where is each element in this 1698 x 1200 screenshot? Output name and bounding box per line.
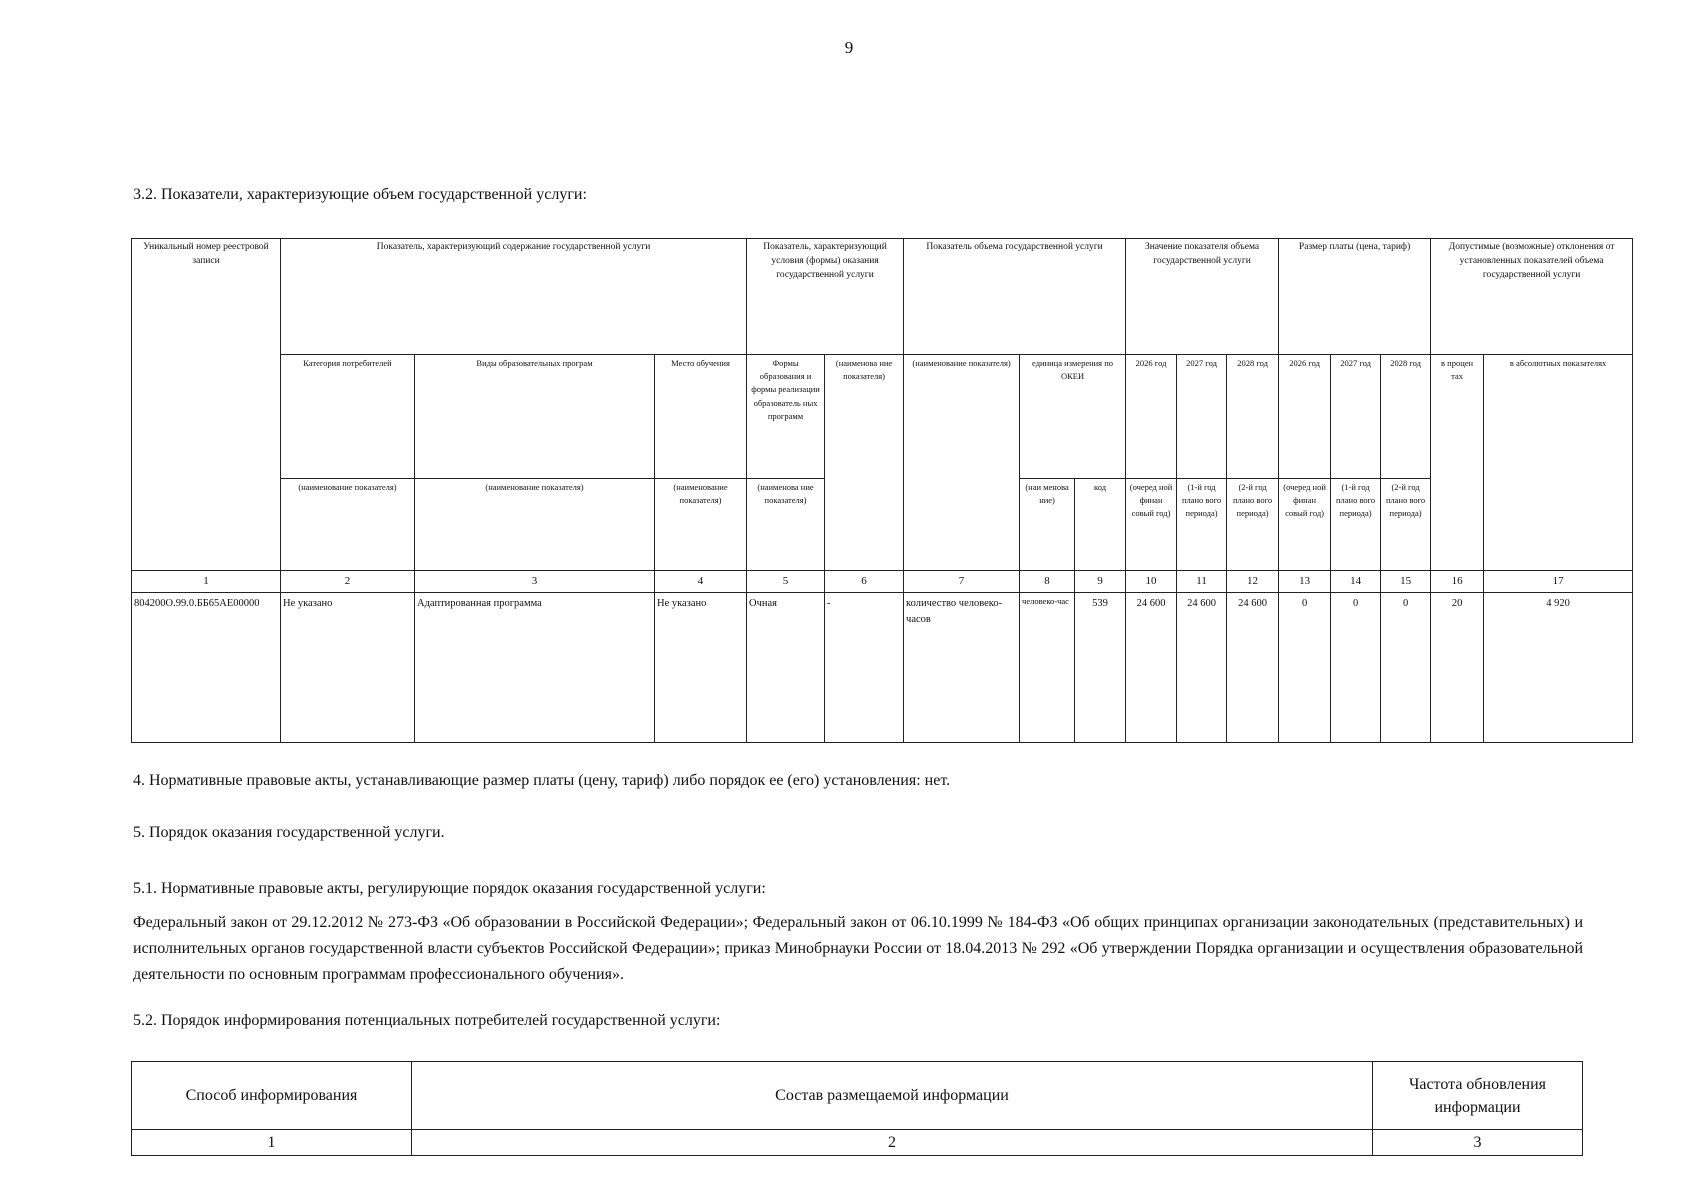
column-number: 14 [1331,571,1381,593]
header-year-2026: 2026 год [1126,355,1177,479]
page-number: 9 [844,38,854,57]
column-number: 2 [281,571,415,593]
header-fee: Размер платы (цена, тариф) [1279,239,1431,355]
subheader-fee-period-3: (2-й год плано вого периода) [1381,479,1431,571]
header-volume-indicator: Показатель объема государственной услуги [904,239,1126,355]
cell-education-form: Очная [747,593,825,743]
column-number: 9 [1075,571,1126,593]
section-3-2-heading: 3.2. Показатели, характеризующие объем государственной услуги: [133,186,587,203]
column-number: 12 [1227,571,1279,593]
header-unit-okei: единица измерения по ОКЕИ [1020,355,1126,479]
column-number: 3 [1373,1130,1583,1156]
volume-indicators-table [131,238,1633,743]
section-5-1-heading: 5.1. Нормативные правовые акты, регулирующие порядок оказания государственной услуги: [133,880,766,897]
section-5-2-heading: 5.2. Порядок информирования потенциальных потребителей государственной услуги: [133,1012,721,1029]
subheader-fee-period-1: (очеред ной финан совый год) [1279,479,1331,571]
header-fee-year-2028: 2028 год [1381,355,1431,479]
column-number: 6 [825,571,904,593]
cell-deviation-percent: 20 [1431,593,1484,743]
header-col6-name: (наименова ние показателя) [825,355,904,571]
header-update-frequency: Частота обновления информации [1373,1062,1583,1130]
subheader-fee-period-2: (1-й год плано вого периода) [1331,479,1381,571]
header-allowed-deviations: Допустимые (возможные) отклонения от установленных показателей объема государственной услуги [1431,239,1633,355]
column-number: 17 [1484,571,1633,593]
column-number: 1 [132,571,281,593]
subheader-period-3: (2-й год плано вого периода) [1227,479,1279,571]
subheader-name-2: (наименование показателя) [415,479,655,571]
header-deviation-percent: в процен тах [1431,355,1484,571]
column-number: 15 [1381,571,1431,593]
subheader-period-2: (1-й год плано вого периода) [1177,479,1227,571]
header-education-forms: Формы образования и формы реализации образователь ных программ [747,355,825,479]
section-5-heading: 5. Порядок оказания государственной услуги. [133,824,445,841]
header-deviation-absolute: в абсолютных показателях [1484,355,1633,571]
cell-volume-indicator-name: количество человеко-часов [904,593,1020,743]
column-number: 10 [1126,571,1177,593]
column-number: 8 [1020,571,1075,593]
header-indicator-value: Значение показателя объема государственной услуги [1126,239,1279,355]
cell-value-2026: 24 600 [1126,593,1177,743]
cell-unit-code: 539 [1075,593,1126,743]
column-number: 3 [415,571,655,593]
subheader-unit-name: (наи менова ние) [1020,479,1075,571]
header-col7-name: (наименование показателя) [904,355,1020,571]
header-conditions-indicator: Показатель, характеризующий условия (формы) оказания государственной услуги [747,239,904,355]
column-number: 5 [747,571,825,593]
column-number: 4 [655,571,747,593]
subheader-period-1: (очеред ной финан совый год) [1126,479,1177,571]
cell-value-2028: 24 600 [1227,593,1279,743]
cell-col6: - [825,593,904,743]
header-content-indicator: Показатель, характеризующий содержание государственной услуги [281,239,747,355]
header-study-place: Место обучения [655,355,747,479]
cell-fee-2028: 0 [1381,593,1431,743]
header-informing-method: Способ информирования [132,1062,412,1130]
subheader-name-1: (наименование показателя) [281,479,415,571]
header-unique-number: Уникальный номер реестровой записи [132,239,281,571]
column-number: 16 [1431,571,1484,593]
legal-acts-paragraph: Федеральный закон от 29.12.2012 № 273-ФЗ «Об образовании в Российской Федерации»; Федеральный закон от 06.10.1999 № 184-ФЗ «Об общих принципах организации законодательных (представительных) и исполнительных органов государственной власти субъектов Российской Федерации»; приказ Минобрнауки России от 18.04.2013 № 292 «Об утверждении Порядка организации и осуществления образовательной деятельности по основным программам профессионального обучения». [133,914,1583,983]
cell-fee-2026: 0 [1279,593,1331,743]
header-fee-year-2027: 2027 год [1331,355,1381,479]
subheader-name-4: (наименова ние показателя) [747,479,825,571]
cell-registry-number: 804200О.99.0.ББ65АЕ00000 [132,593,281,743]
cell-consumer-category: Не указано [281,593,415,743]
column-number: 11 [1177,571,1227,593]
informing-table [131,1061,1583,1156]
section-4-text: 4. Нормативные правовые акты, устанавливающие размер платы (цену, тариф) либо порядок ее (его) установления: нет. [133,772,951,789]
column-number: 1 [132,1130,412,1156]
subheader-unit-code: код [1075,479,1126,571]
header-information-content: Состав размещаемой информации [412,1062,1373,1130]
subheader-name-3: (наименование показателя) [655,479,747,571]
header-year-2027: 2027 год [1177,355,1227,479]
cell-unit-name: человеко-час [1020,593,1075,743]
cell-deviation-absolute: 4 920 [1484,593,1633,743]
header-program-kinds: Виды образовательных програм [415,355,655,479]
cell-value-2027: 24 600 [1177,593,1227,743]
header-year-2028: 2028 год [1227,355,1279,479]
header-consumer-category: Категория потребителей [281,355,415,479]
column-number: 2 [412,1130,1373,1156]
cell-study-place: Не указано [655,593,747,743]
column-number: 7 [904,571,1020,593]
header-fee-year-2026: 2026 год [1279,355,1331,479]
cell-fee-2027: 0 [1331,593,1381,743]
column-number: 13 [1279,571,1331,593]
cell-program-kind: Адаптированная программа [415,593,655,743]
